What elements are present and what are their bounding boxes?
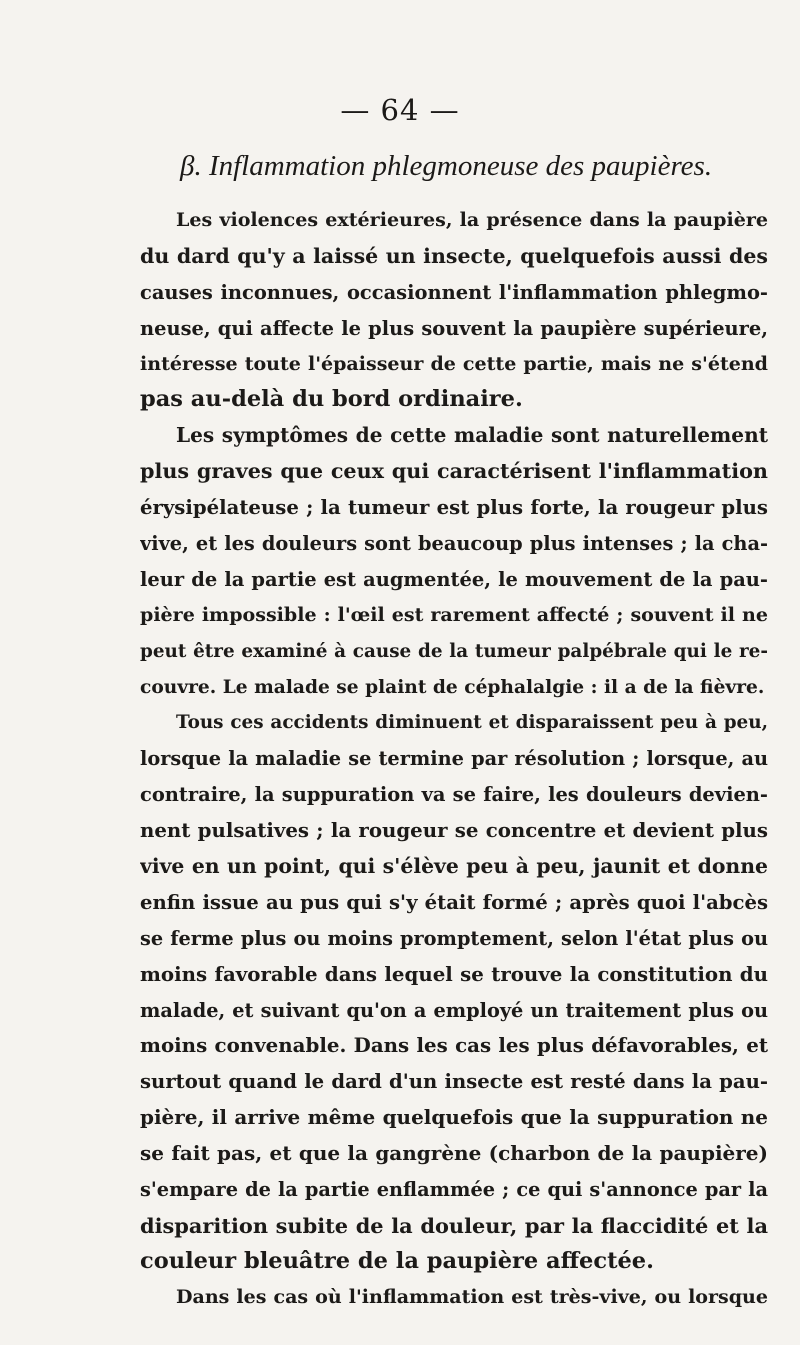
text-line: du dard qu'y a laissé un insecte, quelquefois aussi des (140, 243, 768, 268)
text-line: se ferme plus ou moins promptement, selon l'état plus ou (140, 926, 768, 950)
text-line: nent pulsatives ; la rougeur se concentre et devient plus (140, 818, 768, 843)
text-line: plus graves que ceux qui caractérisent l'inflammation (140, 459, 768, 484)
text-line: Les violences extérieures, la présence dans la paupière (176, 209, 768, 231)
text-line: neuse, qui affecte le plus souvent la paupière supérieure, (140, 316, 768, 340)
text-line: peut être examiné à cause de la tumeur palpébrale qui le re- (140, 640, 768, 662)
text-line: couvre. Le malade se plaint de céphalalgie : il a de la fièvre. (140, 676, 765, 698)
text-line: causes inconnues, occasionnent l'inflammation phlegmo- (140, 280, 768, 304)
text-line: pas au-delà du bord ordinaire. (140, 386, 523, 413)
text-line: Dans les cas où l'inflammation est très-vive, ou lorsque (176, 1285, 768, 1308)
text-line: vive, et les douleurs sont beaucoup plus intenses ; la cha- (140, 532, 768, 556)
text-line: se fait pas, et que la gangrène (charbon de la paupière) (140, 1141, 768, 1166)
text-line: surtout quand le dard d'un insecte est resté dans la pau- (140, 1070, 768, 1094)
text-line: pière, il arrive même quelquefois que la suppuration ne (140, 1105, 768, 1130)
text-line: moins favorable dans lequel se trouve la constitution du (140, 961, 768, 986)
text-line: lorsque la maladie se termine par résolution ; lorsque, au (140, 747, 768, 771)
text-line: moins convenable. Dans les cas les plus défavorables, et (140, 1033, 768, 1058)
text-line: malade, et suivant qu'on a employé un traitement plus ou (140, 998, 768, 1022)
text-line: Tous ces accidents diminuent et disparaissent peu à peu, (176, 712, 768, 734)
text-line: couleur bleuâtre de la paupière affectée. (140, 1247, 654, 1274)
page-number: — 64 — (340, 93, 460, 127)
text-line: disparition subite de la douleur, par la flaccidité et la (140, 1212, 768, 1238)
text-line: enfin issue au pus qui s'y était formé ; après quoi l'abcès (140, 890, 768, 914)
text-line: leur de la partie est augmentée, le mouvement de la pau- (140, 567, 768, 591)
text-line: vive en un point, qui s'élève peu à peu, jaunit et donne (140, 854, 768, 879)
text-line: s'empare de la partie enflammée ; ce qui s'annonce par la (140, 1178, 768, 1202)
text-line: contraire, la suppuration va se faire, les douleurs devien- (140, 783, 768, 807)
text-line: pière impossible : l'œil est rarement affecté ; souvent il ne (140, 603, 768, 626)
text-line: Les symptômes de cette maladie sont naturellement (176, 423, 768, 448)
text-line: intéresse toute l'épaisseur de cette partie, mais ne s'étend (140, 352, 768, 375)
section-title: β. Inflammation phlegmoneuse des paupières. (180, 150, 713, 182)
text-line: érysipélateuse ; la tumeur est plus forte, la rougeur plus (140, 496, 768, 520)
body-text (140, 203, 768, 1316)
